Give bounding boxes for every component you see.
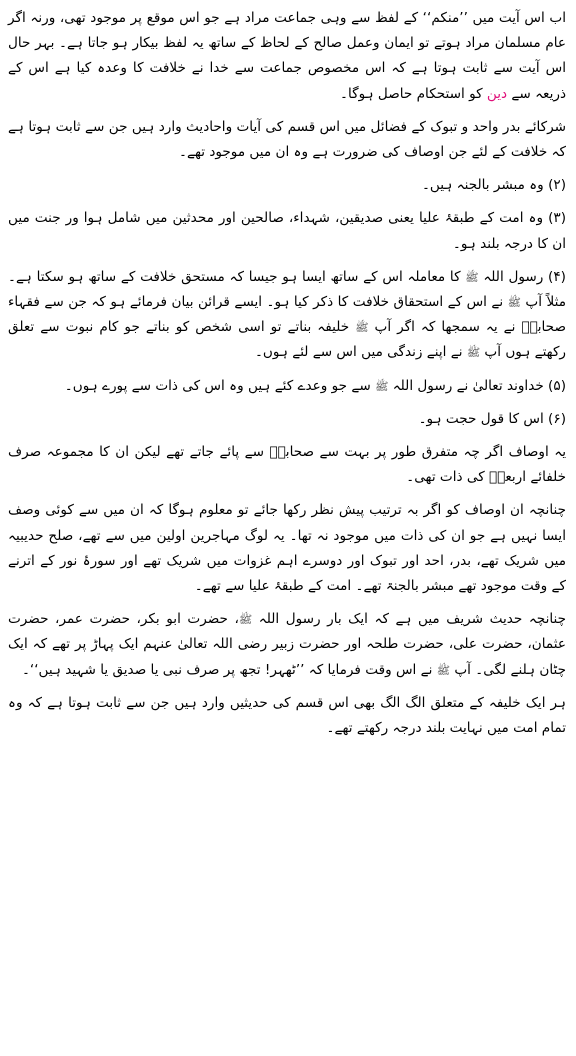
paragraph-10 <box>8 607 566 683</box>
paragraph-7: (۶) اس کا قول حجت ہو۔ <box>418 410 566 427</box>
text-segment: کا معاملہ اس کے ساتھ ایسا ہو جیسا کہ مستحق خلافت کے ساتھ ہو سکتا ہے۔ مثلاً آپ <box>8 268 566 311</box>
text-segment: اب اس آیت میں ’’منکم‘‘ کے لفظ سے وہی جماعت مراد ہے جو اس موقع پر موجود تھی، ورنہ اگر عام مسلمان مراد ہوتے تو ایمان وعمل صالح کے لحاظ کے ساتھ یہ لفظ بیکار ہو جاتا ہے۔ بہر حال اس آیت سے ثابت ہوتا ہے کہ اس مخصوص جماعت سے خدا نے خلافت کا وعدہ کیا ہے اس کے ذریعہ سے <box>8 10 566 102</box>
text-segment: (۵) خداوند تعالیٰ نے رسول اللہ <box>388 377 566 394</box>
text-segment: نے اپنے زندگی میں اس سے لئے ہوں۔ <box>254 344 467 361</box>
text-segment: کو استحکام حاصل ہوگا۔ <box>340 85 487 102</box>
honorific-glyph: ﷺ <box>465 270 479 284</box>
text-segment: چنانچہ حدیث شریف میں ہے کہ ایک بار رسول اللہ <box>252 611 566 628</box>
text-segment: (۴) رسول اللہ <box>478 268 566 285</box>
paragraph-3: (۲) وہ مبشر بالجنہ ہیں۔ <box>421 177 566 194</box>
paragraph-8: یہ اوصاف اگر چہ متفرق طور پر بہت سے صحابہؓ سے پائے جاتے تھے لیکن ان کا مجموعہ صرف خلفائے اربعہؓ کی ذات تھی۔ <box>8 444 566 486</box>
paragraph-6 <box>8 374 566 399</box>
text-segment: ، حضرت ابو بکر، حضرت عمر، حضرت عثمان، حضرت علی، حضرت طلحہ اور حضرت زبیر رضی اللہ تعالیٰ عنہم ایک پہاڑ پر تھے کہ ایک چٹان ہلنے لگی۔ آپ <box>8 611 566 678</box>
highlighted-word: دین <box>486 85 508 102</box>
paragraph-2: شرکائے بدر واحد و تبوک کے فضائل میں اس قسم کی آیات واحادیث وارد ہیں جن سے ثابت ہوتا ہے کہ خلافت کے لئے جن اوصاف کی ضرورت ہے وہ ان میں موجود تھے۔ <box>8 118 566 161</box>
text-segment: نے اس کے استحقاق خلافت کا ذکر کیا ہو۔ ایسے قرائن بیان فرمائے ہو کہ جن سے فقہاء صحابہؓ نے یہ سمجھا کہ اگر آپ <box>8 294 567 336</box>
paragraph-4: (۳) وہ امت کے طبقۂ علیا یعنی صدیقین، شہداء، صالحین اور محدثین میں شامل ہوا ور جنت میں ان کا درجہ بلند ہو۔ <box>8 210 566 252</box>
honorific-glyph: ﷺ <box>355 321 369 335</box>
text-segment: نے اس وقت فرمایا کہ ’’ٹھہر! تجھ پر صرف نبی یا صدیق یا شہید ہیں‘‘۔ <box>21 661 437 678</box>
honorific-glyph: ﷺ <box>238 613 253 627</box>
paragraph-5 <box>8 265 566 366</box>
honorific-glyph: ﷺ <box>466 346 481 360</box>
paragraph-11: ہر ایک خلیفہ کے متعلق الگ الگ بھی اس قسم کی حدیثیں وارد ہیں جن سے ثابت ہوتا ہے کہ وہ تمام امت میں نہایت بلند درجہ رکھتے تھے۔ <box>8 694 566 737</box>
paragraph-1 <box>8 6 566 107</box>
paragraph-9: چنانچہ ان اوصاف کو اگر بہ ترتیب پیش نظر رکھا جائے تو معلوم ہوگا کہ ان میں سے کوئی وصف ایسا نہیں ہے جو ان کی ذات میں موجود نہ تھا۔ یہ لوگ مہاجرین اولین میں سے تھے، صلح حدیبیہ میں شریک تھے، بدر، احد اور تبوک اور دوسرے اہم غزوات میں شریک تھے اور سورۂ نور کے اترنے کے وقت موجود تھے مبشر بالجنۃ تھے۔ امت کے طبقۂ علیا سے تھے۔ <box>8 502 566 595</box>
text-segment: خلیفہ بناتے تو اسی شخص کو بناتے جو کام نبوت سے تعلق رکھتے ہوں آپ <box>8 319 566 361</box>
honorific-glyph: ﷺ <box>507 296 521 310</box>
text-segment: سے جو وعدے کئے ہیں وہ اس کی ذات سے پورے ہوں۔ <box>64 377 376 394</box>
honorific-glyph: ﷺ <box>375 379 389 393</box>
honorific-glyph: ﷺ <box>436 663 451 677</box>
